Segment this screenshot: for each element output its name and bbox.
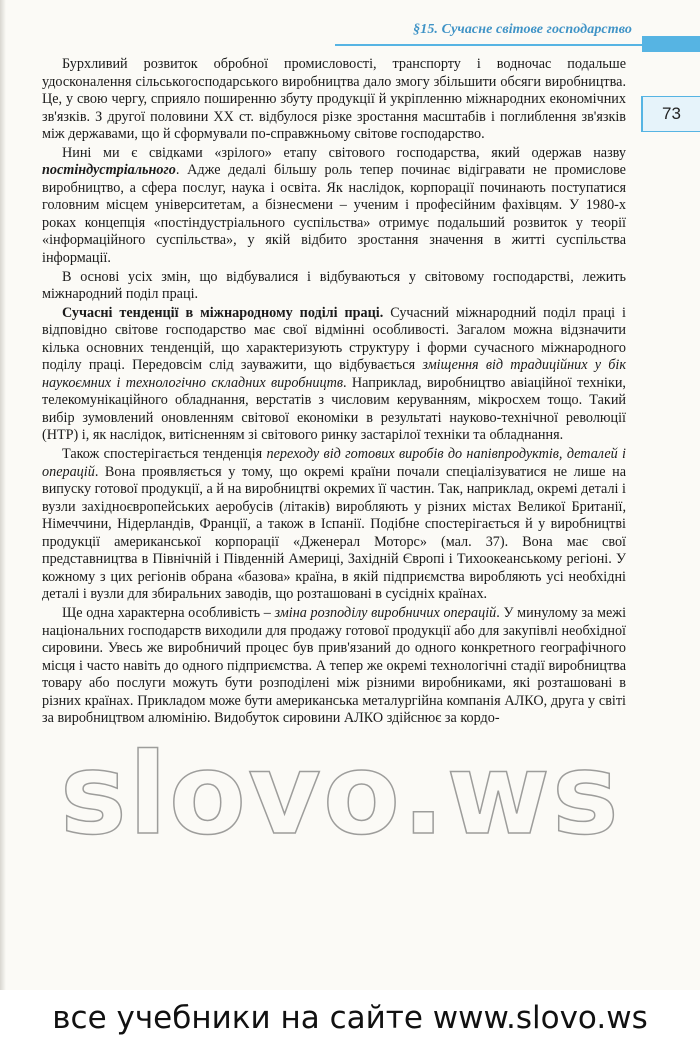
paragraph-text: . Вона проявляється у тому, що окремі країни почали спеціалізуватися не лише на випуску готової продукції, а й на виробництві окремих її частин. Так, наприклад, окремі деталі і вузли західноєвропейських аеробусів (літаків) виробляють у різних містах Великої Британії, Німеччини, Нідерландів, Франції, а також в Іспанії. Подібне спостерігається й у виробництві продукції американської корпорації «Дженерал Моторс» (мал. 37). Вона має свої представництва в Північній і Південній Америці, Західній Європі і Тихоокеанському регіоні. У кожному з цих регіонів обрана «базова» країна, в якій підприємства виробляють усі необхідні деталі і вузли для збиральних заводів, що розташовані в сусідніх країнах. — [42, 463, 626, 603]
paragraph-text: . Наприклад, виробництво авіаційної техніки, телекомунікаційного обладнання, верстатів з числовим керуванням, мікросхем тощо. Такий вибір зумовлений оновленням світової економіки в результаті науково-технічної революції (НТР) і, як наслідок, витісненням зі світового ринку застарілої техніки та обладнання. — [42, 374, 626, 444]
paragraph-text: . У минулому за межі національних господарств виходили для продажу готової продукції або для закупівлі необхідної сировини. Увесь же виробничий процес був прив'язаний до одного конкретного географічного місця і часто навіть до одного підприємства. А тепер же окремі технологічні стадії виробництва товару або послуги можуть бути розподілені між різними виробниками, які розташовані в різних країнах. Прикладом може бути американська металургійна компанія АЛКО, друга у світі за виробництвом алюмінію. Видобуток сировини АЛКО здійснює за кордо- — [42, 604, 627, 727]
paragraph-text: Нині ми є свідками «зрілого» етапу світового господарства, який одержав назву — [62, 144, 626, 161]
site-watermark: slovo.ws — [60, 730, 621, 860]
site-footer-banner: все учебники на сайте www.slovo.ws — [0, 990, 700, 1046]
header-rule — [335, 44, 700, 46]
paragraph: Бурхливий розвиток обробної промисловості, транспорту і водночас подальше удосконалення сільськогосподарського виробництва дало змогу збільшити обсяги виробництва. Це, у свою чергу, сприяло поширенню збуту продукції й укріпленню міжнародних економічних зв'язків. З другої половини XX ст. відбулося різке зростання масштабів і поглиблення зв'язків між державами, що й сформували по-справжньому світове господарство. — [42, 56, 626, 143]
page-number: 73 — [662, 104, 681, 123]
emphasized-term: зміщення від традиційних у бік наукоємних і технологічно складних виробництв — [42, 357, 626, 391]
paragraph — [42, 446, 626, 604]
emphasized-term: зміна розподілу виробничих операцій — [274, 604, 497, 621]
paragraph — [42, 305, 626, 445]
running-title: §15. Сучасне світове господарство — [413, 22, 632, 37]
paragraph: В основі усіх змін, що відбувалися і відбуваються у світовому господарстві, лежить міжнародний поділ праці. — [42, 268, 626, 303]
paragraph-text: Сучасний міжнародний поділ праці і відповідно світове господарство має свої відмінні особливості. Загалом можна відзначити кілька основних тенденцій, що характеризують структуру і форми сучасного міжнародного поділу праці. Передовсім слід зауважити, що відбувається — [42, 304, 626, 374]
paragraph-text: . Адже дедалі більшу роль тепер починає відігравати не промислове виробництво, а сфера послуг, наука і освіта. Як наслідок, корпорації починають поступатися головним місцем університетам, а бізнесмени – ученим і професійним фахівцям. У 1980-х роках концепція «постіндустріального суспільства» отримує подальший розвиток у теорії «інформаційного суспільства», у якій відбито зростання значення в житті суспільства інформації. — [42, 162, 626, 267]
paragraph-text: Ще одна характерна особливість – — [62, 604, 275, 621]
page-number-tab — [641, 96, 700, 132]
page-binding-shadow — [0, 0, 6, 990]
paragraph — [42, 605, 626, 728]
section-heading: Сучасні тенденції в міжнародному поділі праці. — [62, 304, 384, 321]
emphasized-term: переходу від готових виробів до напівпродуктів, деталей і операцій — [42, 446, 626, 480]
body-text — [42, 56, 626, 728]
paragraph-text: Також спостерігається тенденція — [62, 446, 267, 463]
paragraph — [42, 145, 626, 268]
key-term: постіндустріального — [42, 162, 176, 179]
